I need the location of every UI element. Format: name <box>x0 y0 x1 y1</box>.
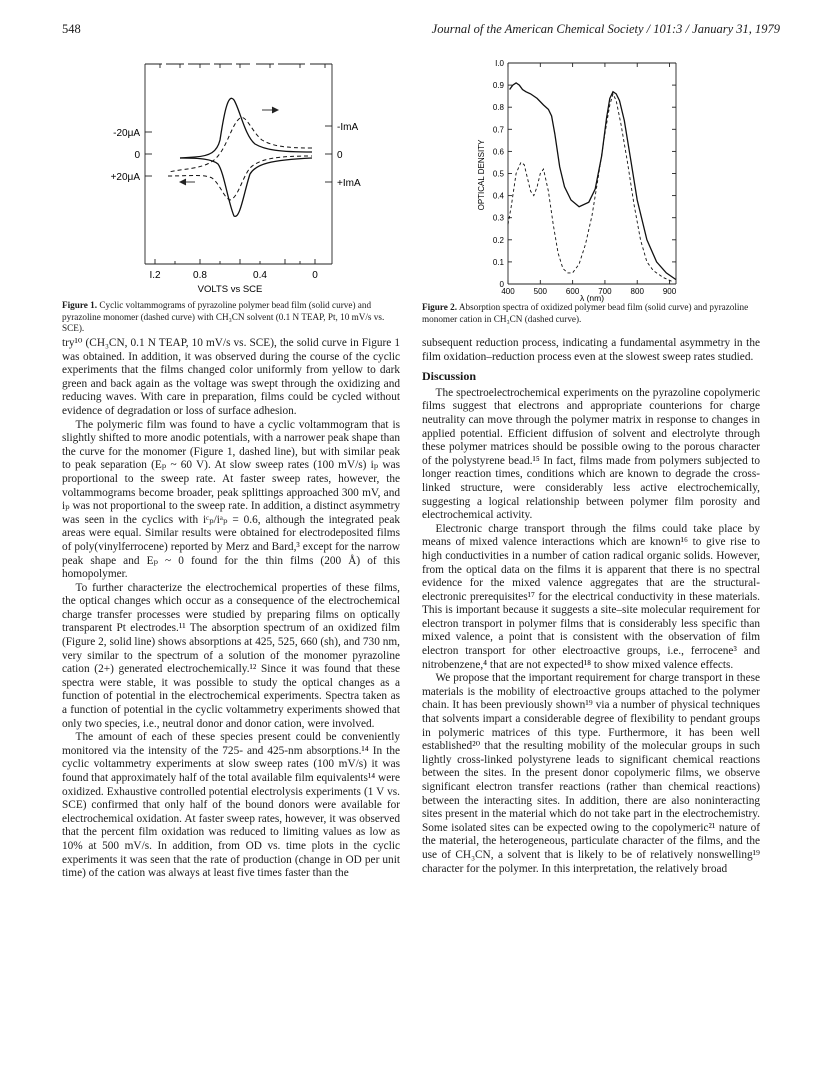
x-tick-1.2: I.2 <box>149 270 161 281</box>
paragraph: To further characterize the electrochemical properties of these films, the optical changes which occur as a consequence of the electrochemical charge transfer processes were studied by preparing films on optically transparent Pt electrodes.¹¹ The absorption spectrum of an oxidized film (Figure 2, solid line) shows absorptions at 425, 525, 660 (sh), and 730 nm, very similar to the spectrum of a solution of the monomer pyrazoline cation (2+) generated electrochemically.¹² Since it was found that these spectra were stable, it was possible to study the optical changes as a function of potential in the electrochemical experiments. Spectra taken as a function of potential in the cyclic voltammetry experiments showed that only two species, i.e., neutral donor and donor cation, were involved. <box>62 581 400 730</box>
spectrum-dashed-curve <box>508 94 673 282</box>
body-column-right <box>422 337 760 876</box>
body-column-left <box>62 337 400 881</box>
figure-2-caption-label: Figure 2. <box>422 302 458 312</box>
paragraph: The amount of each of these species present could be conveniently monitored via the intensity of the 725- and 425-nm absorptions.¹⁴ In the cyclic voltammetry experiments at slow sweep rates (100 mV/s) it was found that approximately half of the total available film equivalents¹⁴ were oxidized. Exhaustive controlled potential electrolysis experiments (1 V vs. SCE) confirmed that only half of the bound donors were available for electrochemical oxidation. At faster sweep rates, however, it was observed that the percent film oxidation was reduced to limiting values as low as 10% at 500 mV/s. In addition, from OD vs. time plots in the cyclic experiments it was seen that the rate of production (change in OD per unit time) of the cation was always at least five times faster than the <box>62 731 400 880</box>
paragraph: try¹⁰ (CH₃CN, 0.1 N TEAP, 10 mV/s vs. SCE), the solid curve in Figure 1 was obtained. In addition, it was observed during the course of the cyclic experiments that the films changed color uniformly from yellow to dark green and back again as the voltage was swept through the oxidizing and reducing waves. With care in preparation, films could be cycled without evidence of degradation or loss of surface adhesion. <box>62 337 400 417</box>
right-label-zero: 0 <box>337 150 343 161</box>
x-axis-label-lambda: λ (nm) <box>579 293 605 303</box>
y-tick-label: 0.4 <box>492 191 504 201</box>
x-tick-label: 800 <box>630 287 644 296</box>
y-tick-label: 0.2 <box>492 235 504 245</box>
paragraph: The polymeric film was found to have a cyclic voltammogram that is slightly shifted to more anodic potentials, with a narrower peak shape than the curve for the monomer (Figure 1, dashed line), but with similar peak to peak separation (Eₚ ~ 60 V). At slow sweep rates (100 mV/s) iₚ was proportional to the sweep rate. At faster sweep rates, however, the voltammograms become broader, peak splittings approached 300 mV, and iₚ was not proportional to the sweep rate. In addition, a distinct asymmetry was seen in the cyclics with iᶜₚ/iᵃₚ = 0.6, although the integrated peak areas were equal. Similar results were obtained for electrodeposited films of poly(vinylferrocene) reported by Merz and Bard,³ except for the narrow peak shape and Eₚ ~ 0 found for the thin films (200 Å) of this homopolymer. <box>62 418 400 581</box>
x-tick-0.8: 0.8 <box>193 270 207 281</box>
x-tick-label: 900 <box>662 287 677 296</box>
x-tick-0.4: 0.4 <box>253 270 267 281</box>
figure-1 <box>100 52 400 296</box>
x-tick-0: 0 <box>312 270 318 281</box>
x-tick-label: 400 <box>501 287 515 296</box>
y-tick-label: I.0 <box>495 59 504 68</box>
paragraph: Electronic charge transport through the films could take place by means of mixed valence interactions which are known¹⁶ to give rise to high conductivities in a number of cation radical organic solids. However, from the optical data on the films it is apparent that there is no spectral evidence for the mixed valence aggregates that are the structural-electronic prerequisites¹⁷ for the electrical conductivity in these materials. This is important because it suggests a site–site molecular requirement for electron transport in polymer films that is considerably less specific than mixed valence, a point that is consistent with the observation of film electron transport for other electroactive groups, i.e., ferrocene³ and nitrobenzene,⁴ that are not expected¹⁸ to show mixed valence effects. <box>422 522 760 671</box>
right-label-neg1ma: -ImA <box>337 122 359 133</box>
y-tick-label: 0.1 <box>492 257 504 267</box>
y-tick-label: 0.7 <box>492 125 504 135</box>
right-label-pos1ma: +ImA <box>337 178 361 189</box>
figure-2-caption-text: Absorption spectra of oxidized polymer bead film (solid curve) and pyrazoline monomer cation in CH₃CN (dashed curve). <box>422 302 749 324</box>
journal-running-title: Journal of the American Chemical Society / 101:3 / January 31, 1979 <box>431 22 780 36</box>
figure-1-caption-label: Figure 1. <box>62 300 98 310</box>
y-tick-label: 0.9 <box>492 81 504 91</box>
figure-1-caption <box>62 300 402 335</box>
y-tick-label: 0.3 <box>492 213 504 223</box>
left-label-zero: 0 <box>134 150 140 161</box>
figure-2-plot <box>470 55 705 303</box>
y-tick-label: 0.5 <box>492 169 504 179</box>
cv-dashed-curve <box>168 117 312 172</box>
paragraph: We propose that the important requirement for charge transport in these materials is the mobility of electroactive groups attached to the polymer chain. It has been previously shown¹⁹ via a number of physical techniques that solvents impart a considerable degree of flexibility to pendant groups in polymeric matrices of this type. Furthermore, it has been well established²⁰ that the resulting mobility of the molecular groups in such lightly cross-linked polystyrene leads to significant chemical reactions between the sites. In the present donor copolymeric films, we observe significant electron transfer reactions (rather than chemical reactions) between the interacting sites. In addition, there are also noninteracting sites present in the material which do not take part in the electrochemistry. Some isolated sites can be expected owing to the copolymeric²¹ nature of the material, the heterogeneous, particulate character of the films, and the use of CH₃CN, a solvent that is likely to be of relatively nonswelling¹⁹ character for the polymer. In this interpretation, the relatively broad <box>422 672 760 875</box>
figure-1-caption-text: Cyclic voltammograms of pyrazoline polymer bead film (solid curve) and pyrazoline monomer (dashed curve) with CH₃CN solvent (0.1 N TEAP, Pt, 10 mV/s vs. SCE). <box>62 300 385 333</box>
page-header <box>62 22 780 42</box>
page-number: 548 <box>62 22 81 36</box>
x-tick-label: 600 <box>565 287 580 296</box>
left-label-pos20: +20μA <box>110 172 140 183</box>
paragraph: subsequent reduction process, indicating a fundamental asymmetry in the film oxidation–reduction process even at the slowest sweep rates studied. <box>422 337 760 363</box>
figure-2 <box>470 55 705 303</box>
y-tick-label: 0.8 <box>492 103 504 113</box>
cv-solid-curve <box>180 98 312 158</box>
x-axis-label: VOLTS vs SCE <box>197 284 263 295</box>
y-tick-label: 0.6 <box>492 147 504 157</box>
y-tick-label: 0 <box>499 280 504 289</box>
spectrum-solid-curve <box>510 83 676 280</box>
y-axis-label: OPTICAL DENSITY <box>477 139 486 211</box>
x-tick-label: 500 <box>533 287 547 296</box>
left-label-neg20: -20μA <box>113 128 140 139</box>
figure-1-plot <box>100 52 400 296</box>
figure-2-caption <box>422 302 760 325</box>
x-tick-label: 700 <box>598 287 612 296</box>
section-heading-discussion: Discussion <box>422 369 477 384</box>
paragraph: The spectroelectrochemical experiments on the pyrazoline copolymeric films suggest that electrons and appropriate counterions for charge neutrality can move through the polymer matrix in response to changes in applied potential. Efficient diffusion of solvent and electrolyte through these polymer matrices should be possible owing to the porous character of the polystyrene bead.¹⁵ In fact, films made from polymers subjected to longer reaction times, conditions which are known to degrade the cross-linked structure, were considerably less active electrochemically, suggesting a logical relationship between polymer film porosity and electrochemical activity. <box>422 386 760 522</box>
